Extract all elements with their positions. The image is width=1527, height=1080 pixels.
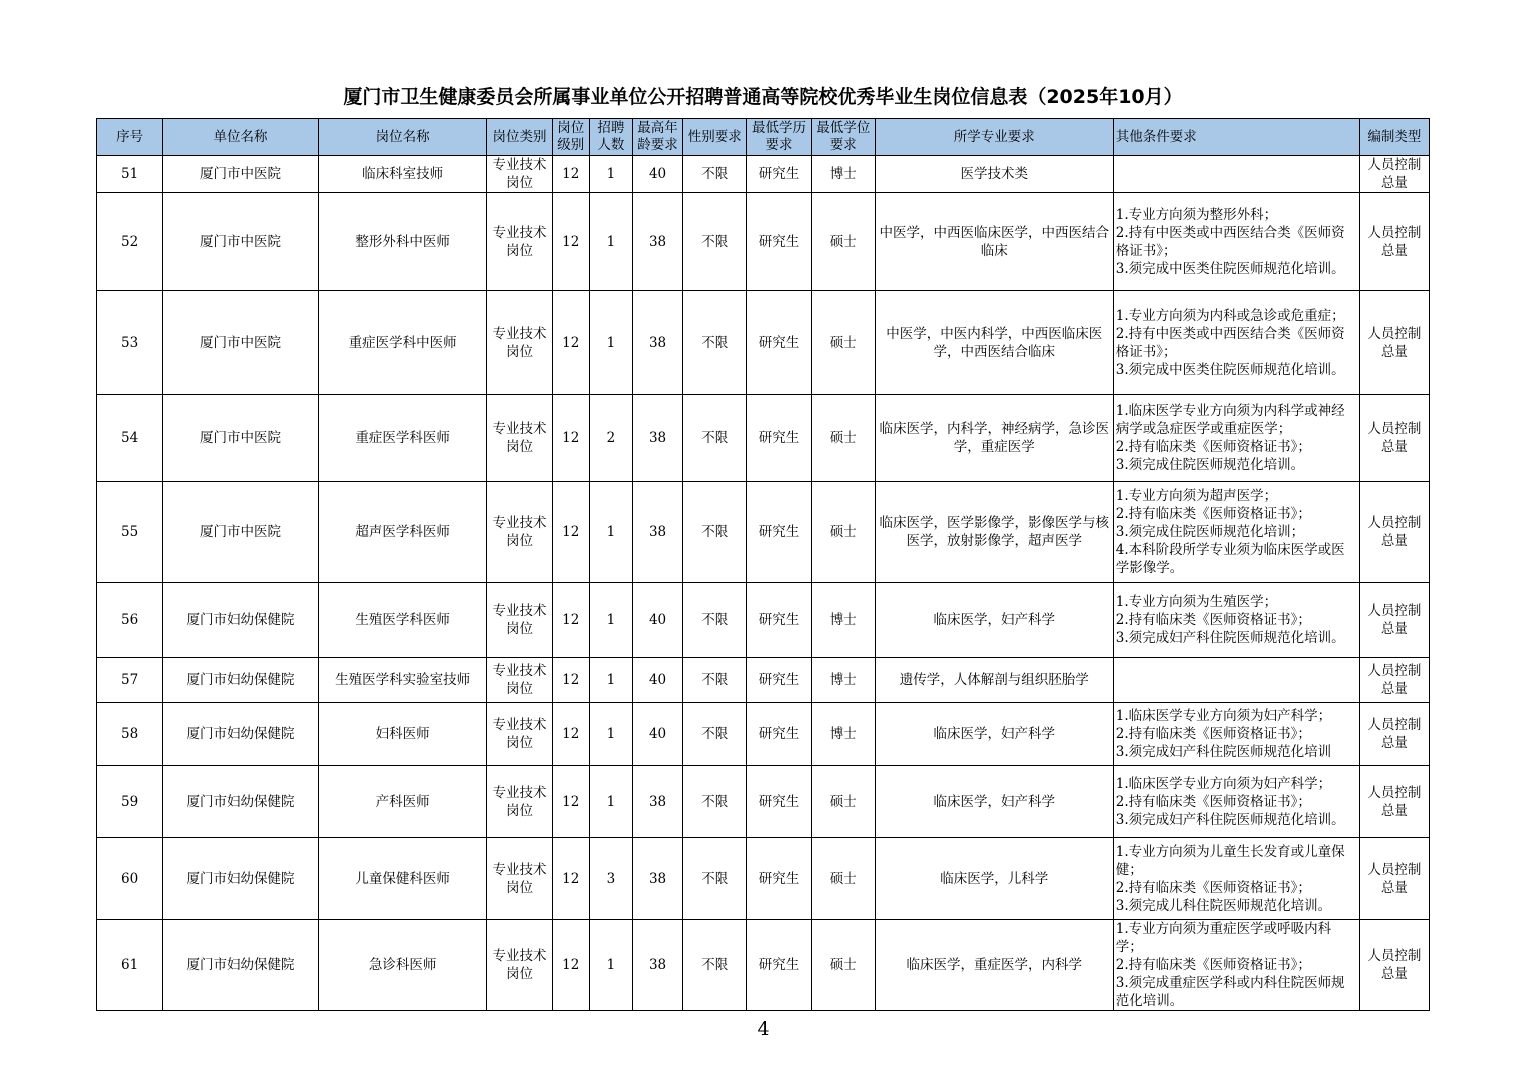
cell-gender: 不限 (683, 156, 747, 193)
cell-education: 研究生 (747, 766, 811, 838)
cell-degree: 博士 (811, 156, 875, 193)
cell-count: 1 (589, 658, 632, 703)
table-body (97, 156, 1430, 1011)
cell-major: 遗传学，人体解剖与组织胚胎学 (875, 658, 1113, 703)
condition-line: 2.持有临床类《医师资格证书》； (1115, 793, 1311, 810)
cell-level: 12 (552, 838, 589, 920)
cell-position: 生殖医学科医师 (318, 583, 487, 658)
cell-no: 59 (97, 766, 163, 838)
cell-unit: 厦门市中医院 (163, 395, 319, 482)
cell-age: 40 (632, 156, 682, 193)
col-header-count: 招聘人数 (589, 119, 632, 156)
cell-education: 研究生 (747, 703, 811, 766)
cell-age: 38 (632, 291, 682, 395)
col-header-education: 最低学历要求 (747, 119, 811, 156)
cell-major: 中医学，中西医临床医学，中西医结合临床 (875, 193, 1113, 291)
cell-count: 1 (589, 156, 632, 193)
col-header-major: 所学专业要求 (875, 119, 1113, 156)
condition-line: 3.须完成住院医师规范化培训。 (1115, 457, 1305, 473)
cell-count: 1 (589, 766, 632, 838)
cell-level: 12 (552, 583, 589, 658)
condition-line: 3.须完成妇产科住院医师规范化培训。 (1115, 630, 1345, 646)
cell-level: 12 (552, 193, 589, 291)
cell-gender: 不限 (683, 482, 747, 583)
cell-category: 专业技术岗位 (487, 482, 552, 583)
condition-line: 2.持有中医类或中西医结合类《医师资格证书》； (1115, 224, 1345, 259)
condition-line: 2.持有临床类《医师资格证书》； (1115, 506, 1311, 522)
cell-position: 儿童保健科医师 (318, 838, 487, 920)
cell-no: 53 (97, 291, 163, 395)
cell-unit: 厦门市中医院 (163, 291, 319, 395)
condition-line: 2.持有临床类《医师资格证书》； (1115, 957, 1311, 973)
cell-no: 51 (97, 156, 163, 193)
col-header-level: 岗位级别 (552, 119, 589, 156)
cell-conditions (1113, 193, 1359, 291)
condition-line: 2.持有中医类或中西医结合类《医师资格证书》； (1115, 325, 1345, 360)
cell-staffing: 人员控制总量 (1359, 291, 1429, 395)
cell-education: 研究生 (747, 838, 811, 920)
cell-unit: 厦门市妇幼保健院 (163, 658, 319, 703)
condition-line: 3.须完成重症医学科或内科住院医师规范化培训。 (1115, 975, 1345, 1009)
condition-line: 3.须完成中医类住院医师规范化培训。 (1115, 361, 1345, 378)
col-header-category: 岗位类别 (487, 119, 552, 156)
cell-age: 38 (632, 482, 682, 583)
cell-unit: 厦门市妇幼保健院 (163, 703, 319, 766)
cell-age: 38 (632, 838, 682, 920)
cell-staffing: 人员控制总量 (1359, 703, 1429, 766)
cell-conditions (1113, 482, 1359, 583)
cell-degree: 博士 (811, 658, 875, 703)
cell-staffing: 人员控制总量 (1359, 583, 1429, 658)
cell-gender: 不限 (683, 193, 747, 291)
condition-line: 3.须完成妇产科住院医师规范化培训 (1115, 744, 1332, 760)
cell-major: 临床医学，妇产科学 (875, 703, 1113, 766)
table-title: 厦门市卫生健康委员会所属事业单位公开招聘普通高等院校优秀毕业生岗位信息表（2025年10月） (343, 86, 1183, 108)
condition-line: 2.持有临床类《医师资格证书》； (1115, 439, 1311, 455)
cell-staffing: 人员控制总量 (1359, 193, 1429, 291)
cell-category: 专业技术岗位 (487, 838, 552, 920)
cell-major: 临床医学，医学影像学，影像医学与核医学，放射影像学，超声医学 (875, 482, 1113, 583)
cell-unit: 厦门市中医院 (163, 156, 319, 193)
cell-gender: 不限 (683, 838, 747, 920)
cell-count: 1 (589, 703, 632, 766)
col-header-position: 岗位名称 (318, 119, 487, 156)
col-header-staffing: 编制类型 (1359, 119, 1429, 156)
cell-no: 61 (97, 920, 163, 1011)
cell-category: 专业技术岗位 (487, 658, 552, 703)
cell-degree: 硕士 (811, 920, 875, 1011)
cell-no: 60 (97, 838, 163, 920)
cell-category: 专业技术岗位 (487, 703, 552, 766)
cell-degree: 博士 (811, 703, 875, 766)
cell-gender: 不限 (683, 583, 747, 658)
cell-position: 重症医学科医师 (318, 395, 487, 482)
cell-count: 1 (589, 482, 632, 583)
cell-count: 1 (589, 291, 632, 395)
condition-line: 1.专业方向须为重症医学或呼吸内科学； (1115, 921, 1332, 955)
table-row (97, 583, 1430, 658)
cell-major: 医学技术类 (875, 156, 1113, 193)
cell-major: 临床医学，儿科学 (875, 838, 1113, 920)
cell-unit: 厦门市妇幼保健院 (163, 766, 319, 838)
cell-age: 38 (632, 920, 682, 1011)
condition-line: 1.专业方向须为儿童生长发育或儿童保健； (1115, 843, 1345, 878)
cell-level: 12 (552, 156, 589, 193)
cell-degree: 硕士 (811, 482, 875, 583)
table-row (97, 703, 1430, 766)
cell-age: 38 (632, 193, 682, 291)
cell-age: 38 (632, 395, 682, 482)
condition-line: 3.须完成中医类住院医师规范化培训。 (1115, 260, 1345, 277)
cell-conditions (1113, 838, 1359, 920)
cell-staffing: 人员控制总量 (1359, 766, 1429, 838)
cell-age: 40 (632, 703, 682, 766)
condition-line: 3.须完成妇产科住院医师规范化培训。 (1115, 811, 1345, 828)
condition-line: 3.须完成住院医师规范化培训； (1115, 524, 1305, 540)
cell-major: 临床医学，妇产科学 (875, 766, 1113, 838)
cell-no: 58 (97, 703, 163, 766)
cell-level: 12 (552, 658, 589, 703)
cell-major: 中医学，中医内科学，中西医临床医学，中西医结合临床 (875, 291, 1113, 395)
cell-count: 3 (589, 838, 632, 920)
cell-conditions (1113, 703, 1359, 766)
page-number: 4 (757, 1018, 770, 1040)
cell-category: 专业技术岗位 (487, 156, 552, 193)
cell-gender: 不限 (683, 703, 747, 766)
cell-category: 专业技术岗位 (487, 766, 552, 838)
condition-line: 3.须完成儿科住院医师规范化培训。 (1115, 897, 1332, 914)
col-header-conditions: 其他条件要求 (1113, 119, 1359, 156)
cell-major: 临床医学，重症医学，内科学 (875, 920, 1113, 1011)
cell-position: 超声医学科医师 (318, 482, 487, 583)
cell-conditions (1113, 291, 1359, 395)
cell-gender: 不限 (683, 395, 747, 482)
cell-degree: 硕士 (811, 838, 875, 920)
cell-category: 专业技术岗位 (487, 395, 552, 482)
col-header-degree: 最低学位要求 (811, 119, 875, 156)
cell-category: 专业技术岗位 (487, 920, 552, 1011)
cell-unit: 厦门市妇幼保健院 (163, 583, 319, 658)
cell-staffing: 人员控制总量 (1359, 395, 1429, 482)
cell-education: 研究生 (747, 920, 811, 1011)
cell-gender: 不限 (683, 766, 747, 838)
table-row (97, 766, 1430, 838)
cell-conditions (1113, 658, 1359, 703)
cell-degree: 博士 (811, 583, 875, 658)
cell-no: 52 (97, 193, 163, 291)
cell-conditions (1113, 920, 1359, 1011)
condition-line: 2.持有临床类《医师资格证书》； (1115, 726, 1311, 742)
cell-conditions (1113, 395, 1359, 482)
cell-education: 研究生 (747, 291, 811, 395)
cell-position: 整形外科中医师 (318, 193, 487, 291)
cell-education: 研究生 (747, 658, 811, 703)
cell-gender: 不限 (683, 658, 747, 703)
col-header-age: 最高年龄要求 (632, 119, 682, 156)
cell-age: 40 (632, 583, 682, 658)
condition-line: 2.持有临床类《医师资格证书》； (1115, 612, 1311, 628)
cell-position: 临床科室技师 (318, 156, 487, 193)
cell-degree: 硕士 (811, 291, 875, 395)
condition-line: 1.专业方向须为生殖医学； (1115, 594, 1278, 610)
condition-line: 1.专业方向须为内科或急诊或危重症； (1115, 307, 1345, 324)
cell-gender: 不限 (683, 291, 747, 395)
table-row (97, 482, 1430, 583)
condition-line: 1.专业方向须为整形外科； (1115, 206, 1278, 223)
cell-no: 57 (97, 658, 163, 703)
cell-position: 生殖医学科实验室技师 (318, 658, 487, 703)
cell-count: 1 (589, 920, 632, 1011)
cell-conditions (1113, 583, 1359, 658)
cell-staffing: 人员控制总量 (1359, 482, 1429, 583)
cell-education: 研究生 (747, 156, 811, 193)
cell-education: 研究生 (747, 193, 811, 291)
cell-conditions (1113, 156, 1359, 193)
condition-line: 1.临床医学专业方向须为妇产科学； (1115, 775, 1332, 792)
cell-staffing: 人员控制总量 (1359, 920, 1429, 1011)
cell-unit: 厦门市妇幼保健院 (163, 920, 319, 1011)
cell-level: 12 (552, 291, 589, 395)
condition-line: 2.持有临床类《医师资格证书》； (1115, 879, 1311, 896)
cell-no: 54 (97, 395, 163, 482)
condition-line: 4.本科阶段所学专业须为临床医学或医学影像学。 (1115, 542, 1345, 576)
col-header-gender: 性别要求 (683, 119, 747, 156)
col-header-unit: 单位名称 (163, 119, 319, 156)
job-table (96, 118, 1430, 1011)
cell-staffing: 人员控制总量 (1359, 658, 1429, 703)
cell-count: 1 (589, 583, 632, 658)
cell-education: 研究生 (747, 395, 811, 482)
cell-position: 产科医师 (318, 766, 487, 838)
cell-category: 专业技术岗位 (487, 291, 552, 395)
cell-unit: 厦门市中医院 (163, 482, 319, 583)
condition-line: 1.专业方向须为超声医学； (1115, 488, 1278, 504)
header-row (97, 119, 1430, 156)
cell-gender: 不限 (683, 920, 747, 1011)
cell-staffing: 人员控制总量 (1359, 838, 1429, 920)
table-row (97, 291, 1430, 395)
cell-age: 40 (632, 658, 682, 703)
condition-line: 1.临床医学专业方向须为妇产科学； (1115, 708, 1332, 724)
cell-level: 12 (552, 482, 589, 583)
cell-education: 研究生 (747, 583, 811, 658)
cell-no: 55 (97, 482, 163, 583)
cell-education: 研究生 (747, 482, 811, 583)
cell-conditions (1113, 766, 1359, 838)
cell-position: 重症医学科中医师 (318, 291, 487, 395)
cell-count: 1 (589, 193, 632, 291)
cell-position: 急诊科医师 (318, 920, 487, 1011)
cell-degree: 硕士 (811, 395, 875, 482)
cell-level: 12 (552, 703, 589, 766)
col-header-no: 序号 (97, 119, 163, 156)
cell-major: 临床医学，内科学，神经病学，急诊医学，重症医学 (875, 395, 1113, 482)
cell-unit: 厦门市中医院 (163, 193, 319, 291)
condition-line: 1.临床医学专业方向须为内科学或神经病学或急症医学或重症医学； (1115, 403, 1345, 437)
cell-no: 56 (97, 583, 163, 658)
cell-unit: 厦门市妇幼保健院 (163, 838, 319, 920)
cell-level: 12 (552, 395, 589, 482)
cell-position: 妇科医师 (318, 703, 487, 766)
cell-category: 专业技术岗位 (487, 583, 552, 658)
cell-age: 38 (632, 766, 682, 838)
table-row (97, 838, 1430, 920)
cell-count: 2 (589, 395, 632, 482)
cell-degree: 硕士 (811, 766, 875, 838)
cell-level: 12 (552, 766, 589, 838)
table-row (97, 156, 1430, 193)
table-row (97, 920, 1430, 1011)
table-row (97, 658, 1430, 703)
cell-major: 临床医学，妇产科学 (875, 583, 1113, 658)
table-row (97, 193, 1430, 291)
table-row (97, 395, 1430, 482)
cell-level: 12 (552, 920, 589, 1011)
cell-staffing: 人员控制总量 (1359, 156, 1429, 193)
cell-category: 专业技术岗位 (487, 193, 552, 291)
cell-degree: 硕士 (811, 193, 875, 291)
